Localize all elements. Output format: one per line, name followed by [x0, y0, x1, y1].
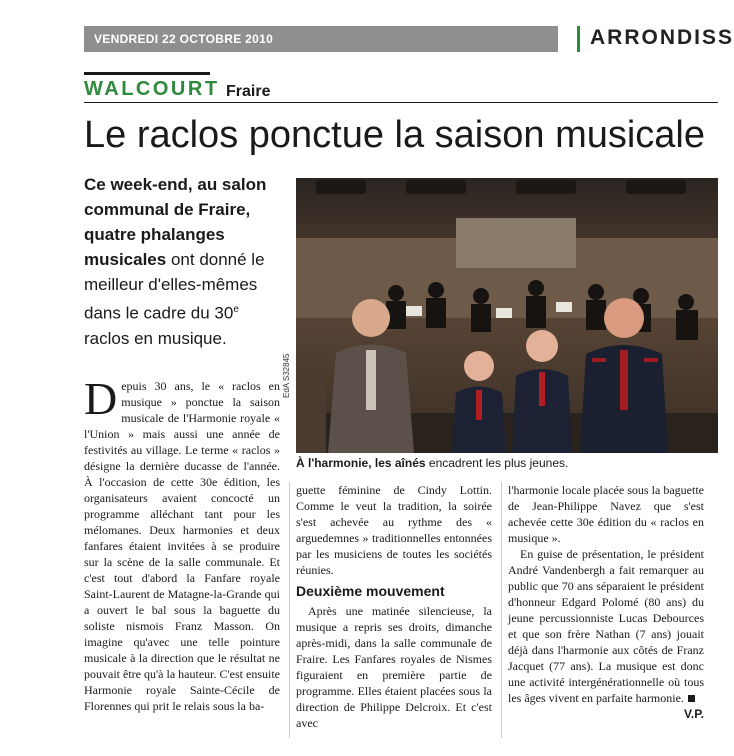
- date-bar: VENDREDI 22 OCTOBRE 2010: [84, 26, 558, 52]
- article-photo: [296, 178, 718, 453]
- body-paragraph: [84, 373, 280, 714]
- column-divider: [501, 482, 502, 738]
- column-divider: [289, 482, 290, 738]
- body-column-1: [84, 373, 280, 714]
- section-title: ARRONDISS: [590, 26, 734, 49]
- drop-cap: D: [84, 373, 118, 424]
- photo-credit: EdA S32845: [282, 353, 291, 398]
- body-paragraph: Après une matinée silencieuse, la musique a repris ses droits, dimanche après-midi, dans la salle communale de Fraire. Les Fanfares royales de Nismes figuraient en première partie de programme. Elles étaient placées sous la direction de Philippe Delcroix. Et c'est avec: [296, 604, 492, 730]
- section-marker: [577, 26, 580, 52]
- lead-paragraph: [84, 172, 280, 351]
- photo-caption: [296, 456, 716, 471]
- kicker-rule: [84, 72, 210, 75]
- locality-kicker: Fraire: [226, 83, 271, 100]
- body-text: En guise de présentation, le président André Vandenbergh a fait remarquer au public que 70 ans séparaient le président d'honneur Edgard Polomé (80 ans) du jeune percussionniste Lucas Debources et que son frère Nathan (7 ans) jouait déjà dans l'harmonie aux côtés de Franz Jacquet (77 ans). La musique est donc une activité intergénérationnelle où tous les âges vivent en parfaite harmonie.: [508, 547, 704, 705]
- end-mark-icon: [688, 695, 695, 702]
- body-text: epuis 30 ans, le « raclos en musique » ponctue la saison musicale de l'Harmonie royale « l'Union » mais aussi une année de festivités au village. Le terme « raclos » désigne la dernière ducasse de l'année. À l'occasion de cette 30e édition, les organisateurs avaient concocté un programme alléchant tant pour les mélomanes. Deux harmonies et deux fanfares étaient invitées à se produire sur la scène de la salle communale. Et c'est tout d'abord la Fanfare royale Saint-Laurent de Matagne-la-Grande qui a ouvert le bal sous la baguette du soliste nismois Franz Masson. On imagine qu'avec une telle pointure musicale à la direction que le résultat ne pouvait être qu'à la hauteur. C'est ensuite Harmonie royale Sainte-Cécile de Florennes qui prit le relais sous la ba-: [84, 379, 280, 713]
- lead-end: raclos en musique.: [84, 328, 227, 348]
- body-paragraph: [508, 546, 704, 721]
- city-kicker: WALCOURT: [84, 78, 220, 100]
- body-paragraph: guette féminine de Cindy Lottin. Comme le veut la tradition, la soirée s'est achevée au rythme des « arguedemnes » traditionnelles entonnées par les musiciens de toutes les sociétés réunies.: [296, 483, 492, 577]
- body-column-3: [508, 482, 704, 722]
- headline: Le raclos ponctue la saison musicale: [84, 114, 706, 156]
- lead-sup: e: [233, 304, 239, 315]
- subheading: Deuxième mouvement: [296, 583, 445, 599]
- caption-bold: À l'harmonie, les aînés: [296, 456, 426, 470]
- author-signature: V.P.: [683, 707, 704, 721]
- body-paragraph: l'harmonie locale placée sous la baguette de Jean-Philippe Navez que s'est achevée cette 30e édition du « raclos en musique ».: [508, 483, 704, 545]
- kicker-underline: [84, 102, 718, 103]
- lead-text: ont donné le meilleur d'elles-mêmes dans le cadre du 30: [84, 250, 265, 323]
- caption-text: encadrent les plus jeunes.: [425, 456, 569, 470]
- body-column-2: [296, 482, 492, 731]
- photo-illustration: [296, 178, 718, 453]
- lead-bold: Ce week-end, au salon communal de Fraire, quatre phalanges musicales: [84, 175, 267, 269]
